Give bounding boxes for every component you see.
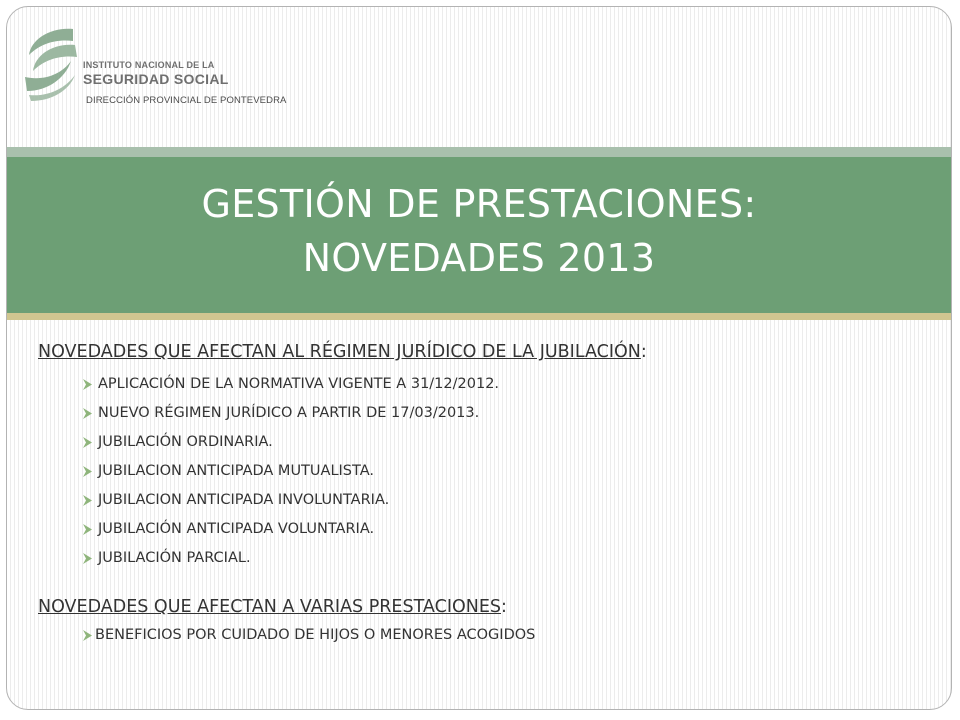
list-item-text: JUBILACION ANTICIPADA MUTUALISTA. (98, 463, 375, 479)
list-item (38, 457, 918, 486)
list-item (38, 399, 918, 428)
list-item (38, 370, 918, 399)
section-heading-jubilacion (38, 340, 918, 364)
seguridad-social-logo-icon (21, 25, 85, 101)
arrow-bullet-icon (82, 437, 93, 448)
list-item-text: BENEFICIOS POR CUIDADO DE HIJOS O MENORES ACOGIDOS (95, 627, 536, 643)
institution-line1: INSTITUTO NACIONAL DE LA (83, 60, 215, 70)
list-item (38, 515, 918, 544)
arrow-bullet-icon (82, 553, 93, 564)
arrow-bullet-icon (82, 524, 93, 535)
list-item (38, 621, 918, 650)
arrow-bullet-icon (82, 630, 93, 641)
slide-content (38, 340, 918, 650)
title-line1: GESTIÓN DE PRESTACIONES: (201, 182, 757, 226)
banner-top-stripe (7, 147, 951, 157)
list-item-text: JUBILACIÓN PARCIAL. (98, 550, 251, 566)
section-heading-text: NOVEDADES QUE AFECTAN AL RÉGIMEN JURÍDICO DE LA JUBILACIÓN (38, 342, 641, 362)
list-item-text: JUBILACION ANTICIPADA INVOLUNTARIA. (98, 492, 390, 508)
list-item (38, 486, 918, 515)
list-item-text: JUBILACIÓN ANTICIPADA VOLUNTARIA. (98, 521, 375, 537)
list-item (38, 428, 918, 457)
heading-colon: : (501, 597, 507, 617)
section-heading-prestaciones (38, 595, 918, 619)
bullet-list-jubilacion (38, 370, 918, 573)
list-item-text: APLICACIÓN DE LA NORMATIVA VIGENTE A 31/12/2012. (98, 376, 500, 392)
banner-bottom-stripe (7, 313, 951, 320)
institution-line2: SEGURIDAD SOCIAL (83, 71, 229, 87)
list-item-text: NUEVO RÉGIMEN JURÍDICO A PARTIR DE 17/03/2013. (98, 405, 480, 421)
arrow-bullet-icon (82, 408, 93, 419)
title-line2: NOVEDADES 2013 (302, 236, 656, 280)
arrow-bullet-icon (82, 379, 93, 390)
slide-title (7, 177, 951, 285)
provincial-direction: DIRECCIÓN PROVINCIAL DE PONTEVEDRA (86, 95, 287, 106)
heading-colon: : (640, 342, 647, 362)
section-heading-text: NOVEDADES QUE AFECTAN A VARIAS PRESTACIONES (38, 597, 502, 617)
bullet-list-prestaciones (38, 621, 918, 650)
list-item (38, 544, 918, 573)
list-item-text: JUBILACIÓN ORDINARIA. (98, 434, 273, 450)
arrow-bullet-icon (82, 495, 93, 506)
slide (6, 6, 952, 710)
arrow-bullet-icon (82, 466, 93, 477)
